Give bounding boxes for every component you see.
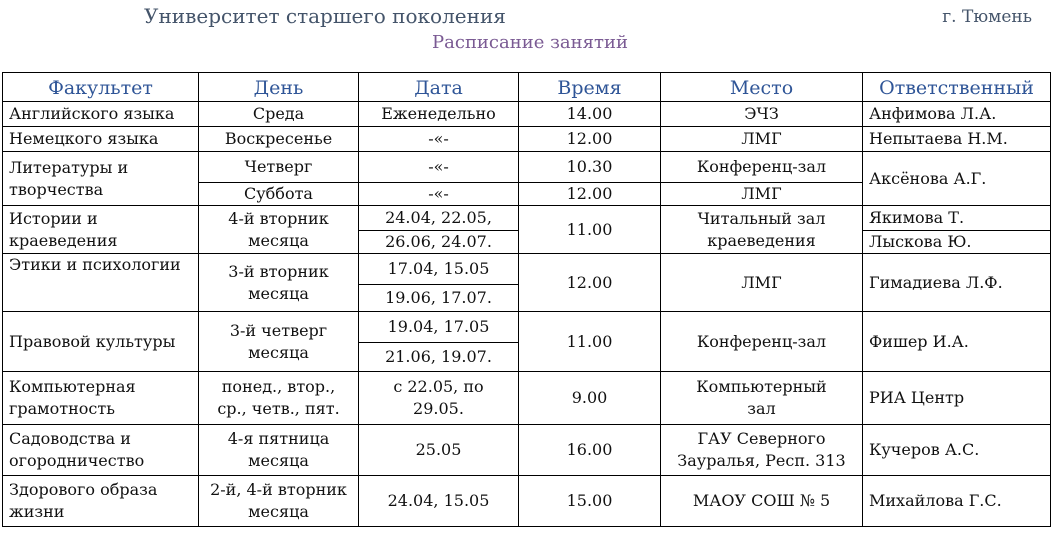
- responsible-cell: Лыскова Ю.: [863, 231, 1051, 254]
- faculty-cell: Компьютерная грамотность: [3, 372, 199, 425]
- date-cell: -«-: [359, 152, 519, 183]
- responsible-cell: Аксёнова А.Г.: [863, 152, 1051, 206]
- table-row: [3, 152, 1051, 183]
- col-header-date: Дата: [359, 73, 519, 102]
- time-cell: 9.00: [519, 372, 661, 425]
- place-cell: Читальный зал краеведения: [661, 206, 863, 254]
- faculty-cell: Этики и психологии: [3, 254, 199, 312]
- place-cell: Конференц-зал: [661, 152, 863, 183]
- col-header-time: Время: [519, 73, 661, 102]
- day-cell: 3-й вторник месяца: [199, 254, 359, 312]
- date-cell: -«-: [359, 183, 519, 206]
- time-cell: 11.00: [519, 206, 661, 254]
- time-cell: 16.00: [519, 425, 661, 476]
- schedule-table: [2, 72, 1051, 527]
- date-cell: 24.04, 15.05: [359, 476, 519, 527]
- schedule-title: Расписание занятий: [432, 32, 628, 53]
- day-cell: Воскресенье: [199, 127, 359, 152]
- faculty-cell: Английского языка: [3, 102, 199, 127]
- place-cell: ЛМГ: [661, 127, 863, 152]
- date-cell: 26.06, 24.07.: [359, 231, 519, 254]
- table-row: [3, 127, 1051, 152]
- date-cell: Еженедельно: [359, 102, 519, 127]
- responsible-cell: РИА Центр: [863, 372, 1051, 425]
- date-cell: -«-: [359, 127, 519, 152]
- place-cell: ЭЧЗ: [661, 102, 863, 127]
- table-row: [3, 312, 1051, 343]
- university-title: Университет старшего поколения: [144, 4, 506, 28]
- day-cell: понед., втор., ср., четв., пят.: [199, 372, 359, 425]
- col-header-faculty: Факультет: [3, 73, 199, 102]
- time-cell: 12.00: [519, 254, 661, 312]
- time-cell: 10.30: [519, 152, 661, 183]
- col-header-day: День: [199, 73, 359, 102]
- table-row: [3, 372, 1051, 425]
- place-cell: ГАУ Северного Зауралья, Респ. 313: [661, 425, 863, 476]
- col-header-responsible: Ответственный: [863, 73, 1051, 102]
- table-row: [3, 476, 1051, 527]
- day-cell: Четверг: [199, 152, 359, 183]
- place-cell: Компьютерный зал: [661, 372, 863, 425]
- date-cell: с 22.05, по 29.05.: [359, 372, 519, 425]
- time-cell: 11.00: [519, 312, 661, 372]
- responsible-cell: Фишер И.А.: [863, 312, 1051, 372]
- table-row: [3, 102, 1051, 127]
- time-cell: 15.00: [519, 476, 661, 527]
- date-cell: 19.04, 17.05: [359, 312, 519, 343]
- table-row: [3, 425, 1051, 476]
- place-cell: МАОУ СОШ № 5: [661, 476, 863, 527]
- responsible-cell: Михайлова Г.С.: [863, 476, 1051, 527]
- date-cell: 25.05: [359, 425, 519, 476]
- responsible-cell: Якимова Т.: [863, 206, 1051, 231]
- responsible-cell: Анфимова Л.А.: [863, 102, 1051, 127]
- day-cell: 4-й вторник месяца: [199, 206, 359, 254]
- table-row: [3, 206, 1051, 231]
- col-header-place: Место: [661, 73, 863, 102]
- city-label: г. Тюмень: [942, 7, 1032, 27]
- responsible-cell: Кучеров А.С.: [863, 425, 1051, 476]
- day-cell: Суббота: [199, 183, 359, 206]
- faculty-cell: Здорового образа жизни: [3, 476, 199, 527]
- date-cell: 24.04, 22.05,: [359, 206, 519, 231]
- day-cell: Среда: [199, 102, 359, 127]
- day-cell: 2-й, 4-й вторник месяца: [199, 476, 359, 527]
- day-cell: 4-я пятница месяца: [199, 425, 359, 476]
- place-cell: Конференц-зал: [661, 312, 863, 372]
- faculty-cell: Правовой культуры: [3, 312, 199, 372]
- faculty-cell: Литературы и творчества: [3, 152, 199, 206]
- time-cell: 12.00: [519, 183, 661, 206]
- responsible-cell: Гимадиева Л.Ф.: [863, 254, 1051, 312]
- faculty-cell: Немецкого языка: [3, 127, 199, 152]
- faculty-cell: Истории и краеведения: [3, 206, 199, 254]
- place-cell: ЛМГ: [661, 183, 863, 206]
- day-cell: 3-й четверг месяца: [199, 312, 359, 372]
- time-cell: 12.00: [519, 127, 661, 152]
- date-cell: 17.04, 15.05: [359, 254, 519, 285]
- date-cell: 19.06, 17.07.: [359, 285, 519, 312]
- place-cell: ЛМГ: [661, 254, 863, 312]
- responsible-cell: Непытаева Н.М.: [863, 127, 1051, 152]
- table-header-row: [3, 73, 1051, 102]
- faculty-cell: Садоводства и огородничество: [3, 425, 199, 476]
- table-row: [3, 254, 1051, 285]
- time-cell: 14.00: [519, 102, 661, 127]
- date-cell: 21.06, 19.07.: [359, 343, 519, 372]
